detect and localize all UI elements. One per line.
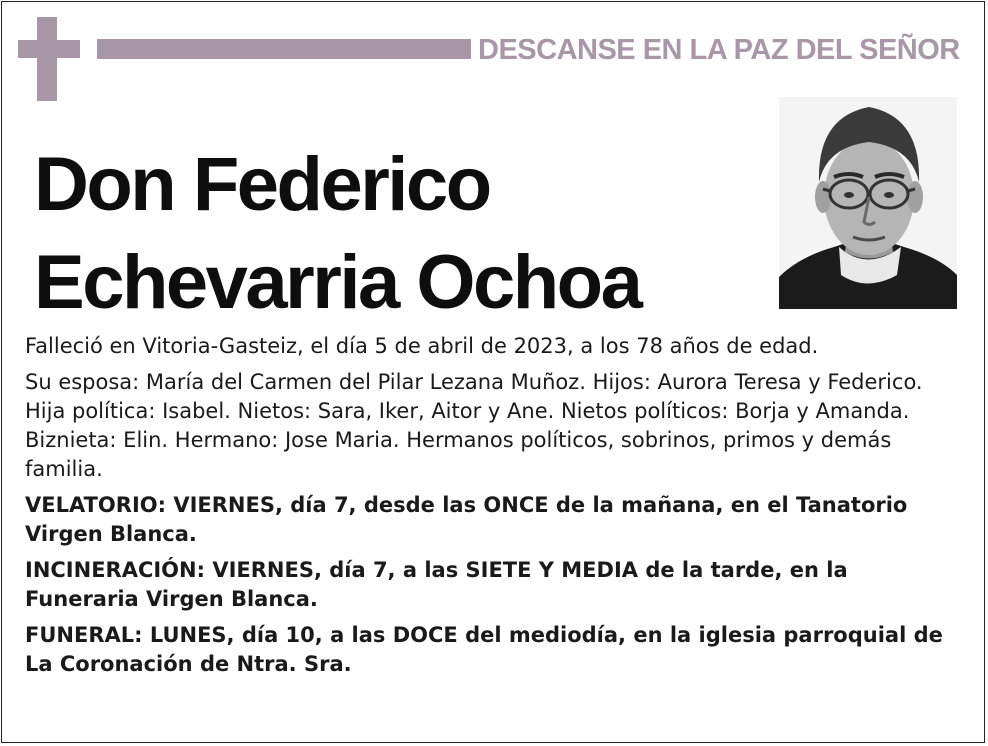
name-line-2: Echevarria Ochoa (34, 240, 641, 325)
deceased-name (34, 136, 640, 332)
portrait-illustration (779, 97, 957, 309)
rip-banner: DESCANSE EN LA PAZ DEL SEÑOR (478, 34, 960, 66)
cross-icon (37, 17, 57, 101)
name-line-1: Don Federico (34, 142, 490, 227)
incineracion-notice: INCINERACIÓN: VIERNES, día 7, a las SIETE Y MEDIA de la tarde, en la Funeraria Virgen Blanca. (25, 558, 848, 611)
portrait-photo (779, 97, 957, 309)
header-rule (97, 39, 471, 59)
family-list: Su esposa: María del Carmen del Pilar Lezana Muñoz. Hijos: Aurora Teresa y Federico. Hija política: Isabel. Nietos: Sara, Iker, Aitor y Ane. Nietos políticos: Borja y Amanda. Biznieta: Elin. Hermano: Jose Maria. Hermanos políticos, sobrinos, primos y demás familia. (25, 370, 923, 481)
funeral-notice: FUNERAL: LUNES, día 10, a las DOCE del mediodía, en la iglesia parroquial de La Coronación de Ntra. Sra. (25, 623, 943, 676)
death-notice: Falleció en Vitoria-Gasteiz, el día 5 de abril de 2023, a los 78 años de edad. (25, 334, 819, 358)
obituary-body (25, 332, 945, 686)
velatorio-notice: VELATORIO: VIERNES, día 7, desde las ONCE de la mañana, en el Tanatorio Virgen Blanca. (25, 493, 908, 546)
cross-icon-arm (18, 40, 80, 58)
